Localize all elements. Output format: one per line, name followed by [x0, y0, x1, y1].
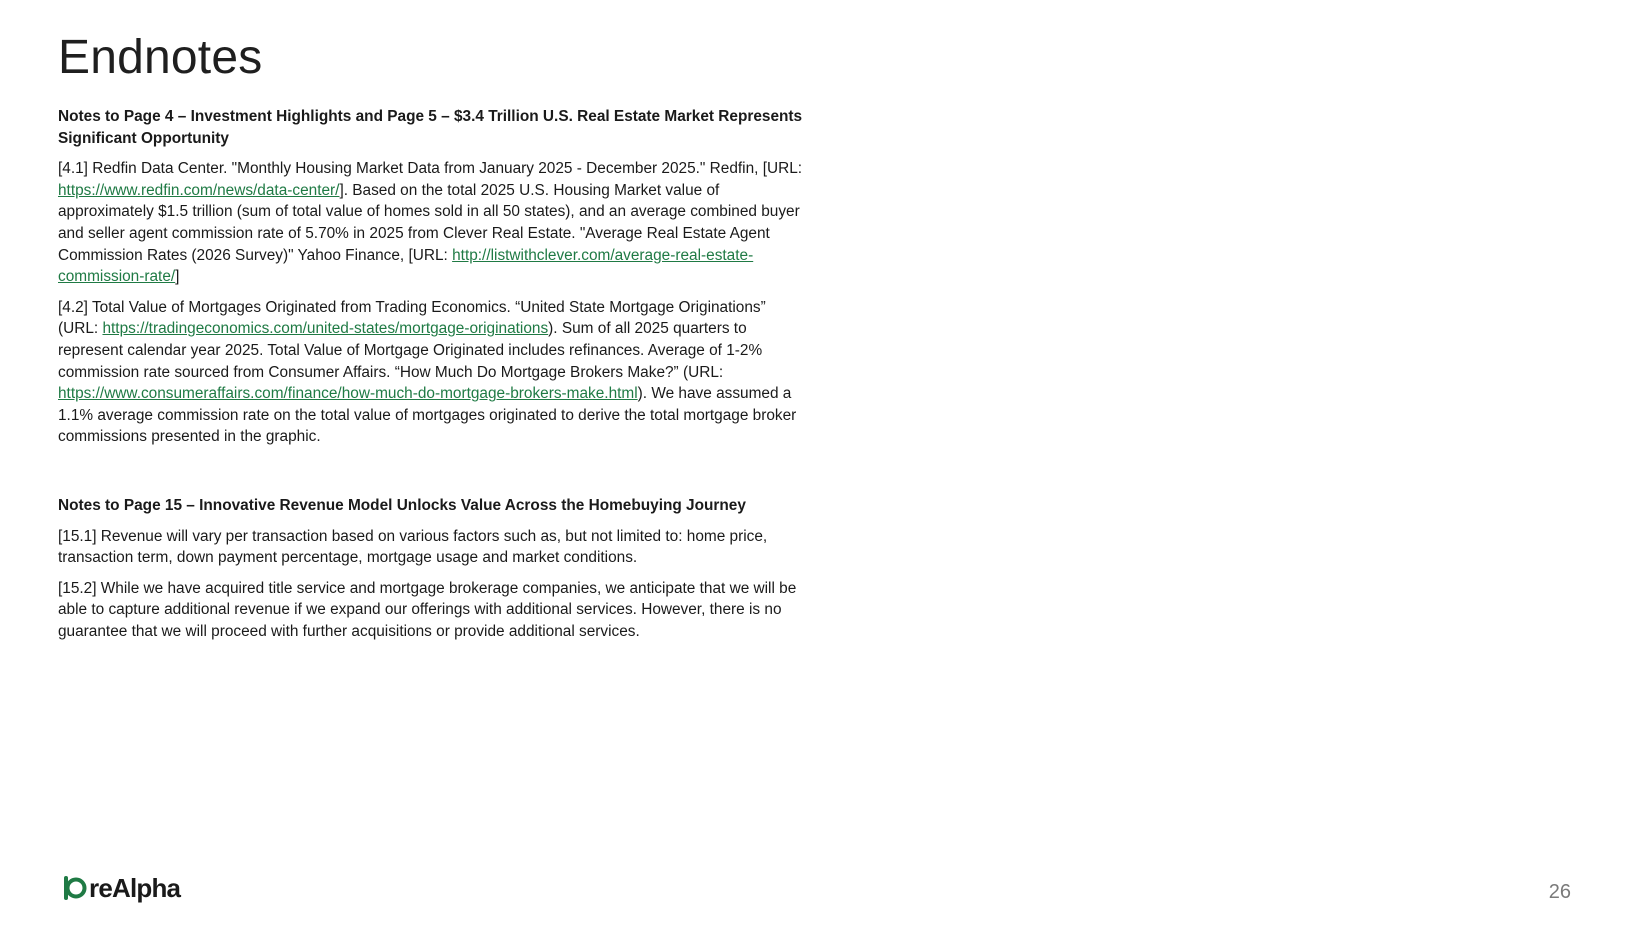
realpha-logo-mark-icon [60, 874, 88, 902]
endnote-text: ] [175, 268, 180, 286]
section-heading-page-15: Notes to Page 15 – Innovative Revenue Model Unlocks Value Across the Homebuying Journey [58, 496, 746, 514]
endnote-text: [4.1] Redfin Data Center. "Monthly Housing Market Data from January 2025 - December 2025." Redfin, [URL: [58, 160, 803, 178]
page-title: Endnotes [58, 31, 263, 84]
realpha-logo-text: reAlpha [89, 872, 181, 903]
realpha-logo [60, 873, 180, 903]
consumeraffairs-link[interactable]: https://www.consumeraffairs.com/finance/how-much-do-mortgage-brokers-make.html [58, 385, 638, 403]
page-number: 26 [1548, 881, 1571, 903]
endnote-text: ]. Based on the total 2025 U.S. Housing Market value of approximately $1.5 trillion (sum of total value of homes sold in all 50 states), and an average combined buyer and seller agent commission rate of 5.70% in 2025 from Clever Real Estate. "Average Real Estate Agent Commission Rates (2026 Survey)" Yahoo Finance, [URL: [58, 181, 800, 264]
endnote-15-2: [15.2] While we have acquired title service and mortgage brokerage companies, we anticipate that we will be able to capture additional revenue if we expand our offerings with additional services. However, there is no guarantee that we will proceed with further acquisitions or provide additional services. [58, 579, 797, 640]
section-spacer [58, 457, 808, 495]
endnote-text: [4.2] Total Value of Mortgages Originated from Trading Economics. “United State Mortgage Originations” (URL: [58, 298, 766, 338]
redfin-data-center-link[interactable]: https://www.redfin.com/news/data-center/ [58, 181, 340, 199]
endnote-4-2 [58, 297, 808, 448]
endnote-text: ). We have assumed a 1.1% average commission rate on the total value of mortgages originated to derive the total mortgage broker commissions presented in the graphic. [58, 385, 797, 446]
tradingeconomics-link[interactable]: https://tradingeconomics.com/united-states/mortgage-originations [102, 320, 549, 338]
endnote-text: ). Sum of all 2025 quarters to represent calendar year 2025. Total Value of Mortgage Originated includes refinances. Average of 1-2% commission rate sourced from Consumer Affairs. “How Much Do Mortgage Brokers Make?” (URL: [58, 320, 763, 381]
endnote-15-1: [15.1] Revenue will vary per transaction based on various factors such as, but not limited to: home price, transaction term, down payment percentage, mortgage usage and market conditions. [58, 527, 768, 567]
section-heading-page-4-5: Notes to Page 4 – Investment Highlights and Page 5 – $3.4 Trillion U.S. Real Estate Market Represents Significant Opportunity [58, 108, 803, 147]
listwithclever-commission-link[interactable]: http://listwithclever.com/average-real-estate-commission-rate/ [58, 246, 754, 286]
endnotes-content [58, 106, 808, 651]
endnote-4-1 [58, 158, 808, 288]
